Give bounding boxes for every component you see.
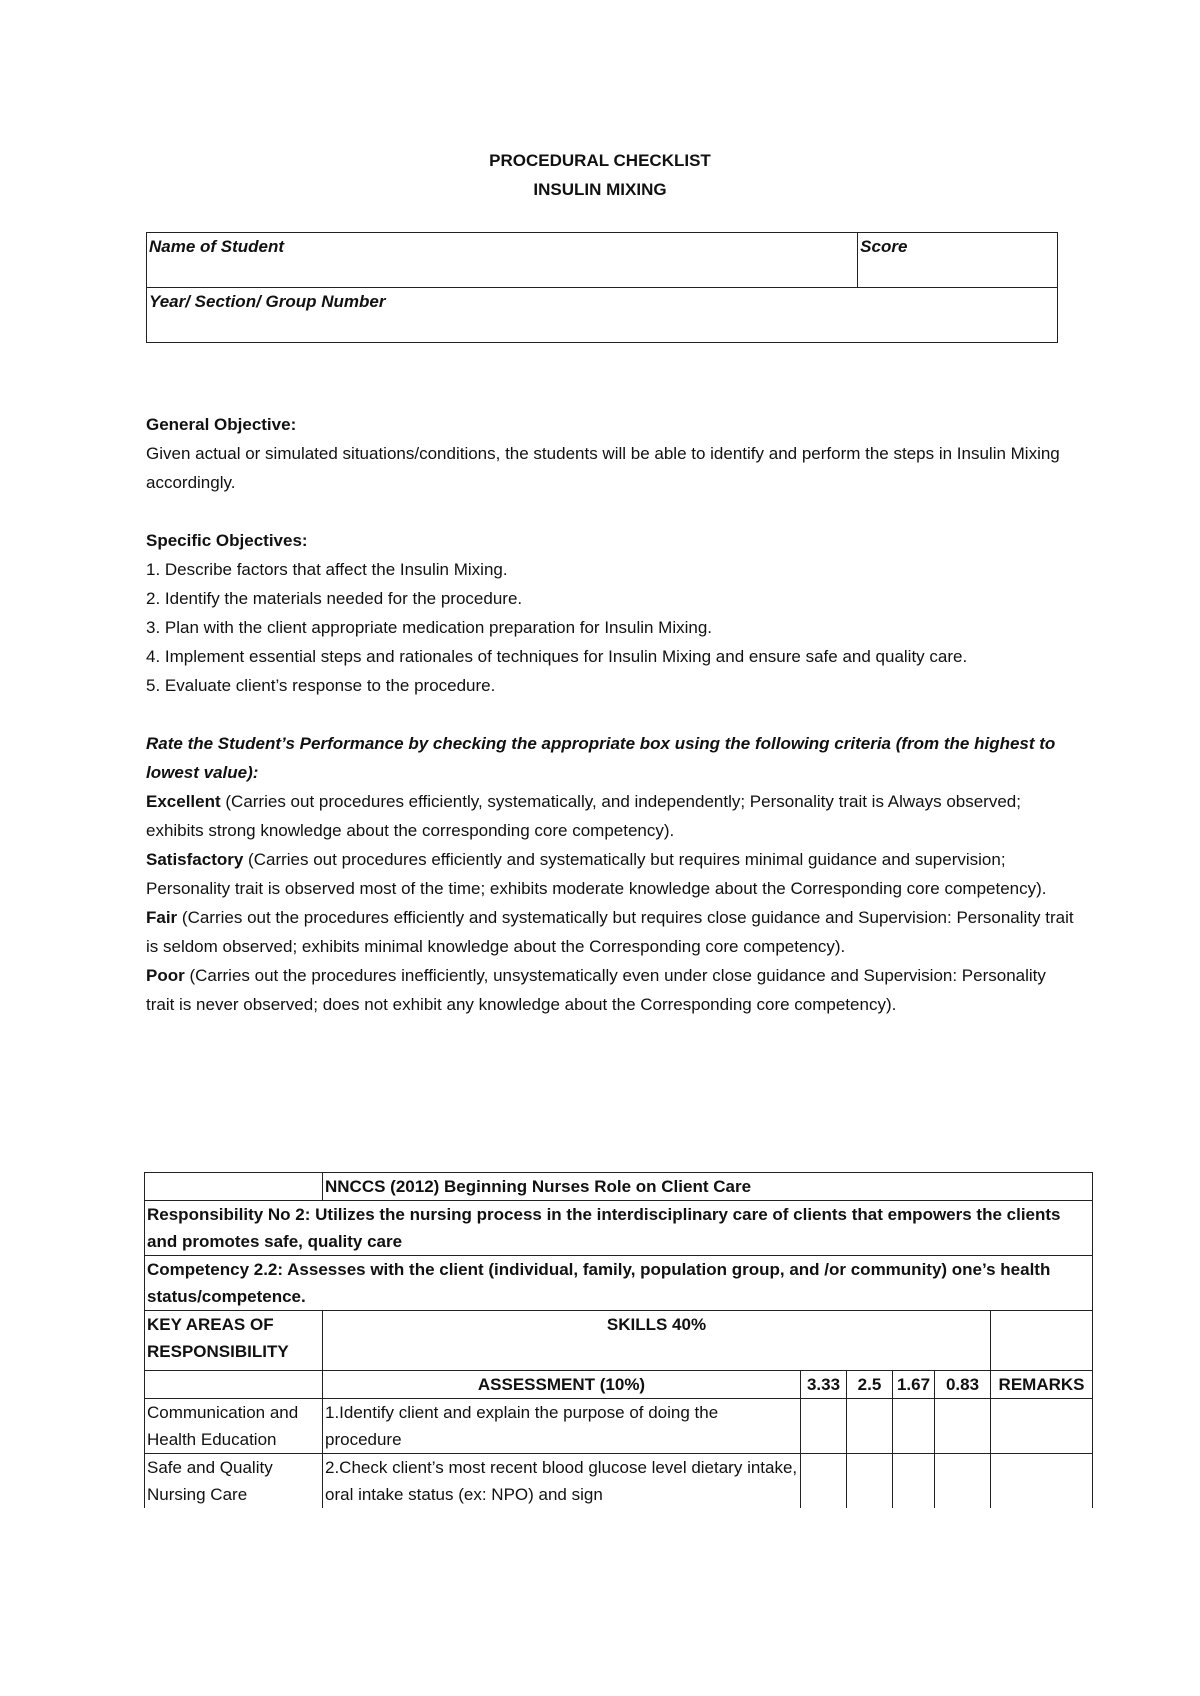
rubric-blank-cell <box>145 1371 323 1399</box>
score-checkbox-cell[interactable] <box>801 1399 847 1454</box>
score-checkbox-cell[interactable] <box>847 1454 893 1509</box>
criterion-text: (Carries out procedures efficiently, systematically, and independently; Personality trait is Always observed; exhibits strong knowledge about the corresponding core competency). <box>146 792 1021 840</box>
specific-objective-item: 1. Describe factors that affect the Insulin Mixing. <box>146 560 508 579</box>
remarks-cell[interactable] <box>991 1454 1093 1509</box>
student-info-table <box>146 232 1058 343</box>
score-checkbox-cell[interactable] <box>893 1399 935 1454</box>
score-column-header: 3.33 <box>801 1371 847 1399</box>
rating-instruction: Rate the Student’s Performance by checking the appropriate box using the following criteria (from the highest to lowest value): <box>146 734 1056 782</box>
criterion-text: (Carries out the procedures efficiently and systematically but requires close guidance and Supervision: Personality trait is seldom observed; exhibits minimal knowledge about the Corresponding core competency). <box>146 908 1074 956</box>
criterion-label: Poor <box>146 966 185 985</box>
criterion-fair <box>146 903 1076 961</box>
criterion-text: (Carries out procedures efficiently and systematically but requires minimal guidance and supervision; Personality trait is observed most of the time; exhibits moderate knowledge about the Corresponding core competency). <box>146 850 1047 898</box>
score-column-header: 1.67 <box>893 1371 935 1399</box>
specific-objectives-heading: Specific Objectives: <box>146 531 308 550</box>
score-checkbox-cell[interactable] <box>801 1454 847 1509</box>
responsibility-row <box>145 1201 1093 1256</box>
key-areas-header: KEY AREAS OF RESPONSIBILITY <box>145 1311 323 1371</box>
responsibility-text: Utilizes the nursing process in the interdisciplinary care of clients that empowers the clients and promotes safe, quality care <box>147 1205 1061 1251</box>
score-checkbox-cell[interactable] <box>893 1454 935 1509</box>
general-objective-text: Given actual or simulated situations/conditions, the students will be able to identify and perform the steps in Insulin Mixing accordingly. <box>146 444 1060 492</box>
procedure-step-cell: 1.Identify client and explain the purpose of doing the procedure <box>323 1399 801 1454</box>
skills-header: SKILLS 40% <box>323 1311 991 1371</box>
year-section-group-label: Year/ Section/ Group Number <box>149 292 386 311</box>
specific-objective-item: 5. Evaluate client’s response to the procedure. <box>146 676 496 695</box>
general-objective-heading: General Objective: <box>146 415 297 434</box>
document-title: PROCEDURAL CHECKLIST <box>489 151 711 170</box>
rubric-table <box>144 1172 1093 1508</box>
key-area-cell: Safe and Quality Nursing Care <box>145 1454 323 1509</box>
year-section-group-field[interactable] <box>147 288 1058 343</box>
competency-label: Competency 2.2: <box>147 1260 284 1279</box>
score-checkbox-cell[interactable] <box>935 1454 991 1509</box>
specific-objective-item: 4. Implement essential steps and rationales of techniques for Insulin Mixing and ensure safe and quality care. <box>146 647 968 666</box>
responsibility-label: Responsibility No 2: <box>147 1205 311 1224</box>
score-column-header: 2.5 <box>847 1371 893 1399</box>
criterion-text: (Carries out the procedures inefficiently, unsystematically even under close guidance and Supervision: Personality trait is never observed; does not exhibit any knowledge about the Corresponding core competency). <box>146 966 1046 1014</box>
rubric-blank-cell <box>991 1311 1093 1371</box>
table-row <box>145 1399 1093 1454</box>
criterion-label: Excellent <box>146 792 221 811</box>
score-checkbox-cell[interactable] <box>935 1399 991 1454</box>
remarks-cell[interactable] <box>991 1399 1093 1454</box>
score-field[interactable] <box>858 233 1058 288</box>
criterion-satisfactory <box>146 845 1076 903</box>
criterion-label: Satisfactory <box>146 850 244 869</box>
rubric-blank-cell <box>145 1173 323 1201</box>
table-row <box>145 1454 1093 1509</box>
criterion-poor <box>146 961 1076 1019</box>
score-label: Score <box>860 237 908 256</box>
procedure-step-cell: 2.Check client’s most recent blood glucose level dietary intake, oral intake status (ex: NPO) and sign <box>323 1454 801 1509</box>
objectives-section <box>146 410 1076 1019</box>
document-subtitle: INSULIN MIXING <box>533 180 667 199</box>
name-of-student-field[interactable] <box>147 233 858 288</box>
remarks-header: REMARKS <box>991 1371 1093 1399</box>
criterion-label: Fair <box>146 908 178 927</box>
specific-objective-item: 2. Identify the materials needed for the procedure. <box>146 589 523 608</box>
score-column-header: 0.83 <box>935 1371 991 1399</box>
competency-row <box>145 1256 1093 1311</box>
nnccs-header: NNCCS (2012) Beginning Nurses Role on Client Care <box>323 1173 1093 1201</box>
name-of-student-label: Name of Student <box>149 237 285 256</box>
assessment-header: ASSESSMENT (10%) <box>323 1371 801 1399</box>
criterion-excellent <box>146 787 1076 845</box>
score-checkbox-cell[interactable] <box>847 1399 893 1454</box>
competency-text: Assesses with the client (individual, family, population group, and /or community) one’s health status/competence. <box>147 1260 1051 1306</box>
specific-objective-item: 3. Plan with the client appropriate medication preparation for Insulin Mixing. <box>146 618 713 637</box>
key-area-cell: Communication and Health Education <box>145 1399 323 1454</box>
